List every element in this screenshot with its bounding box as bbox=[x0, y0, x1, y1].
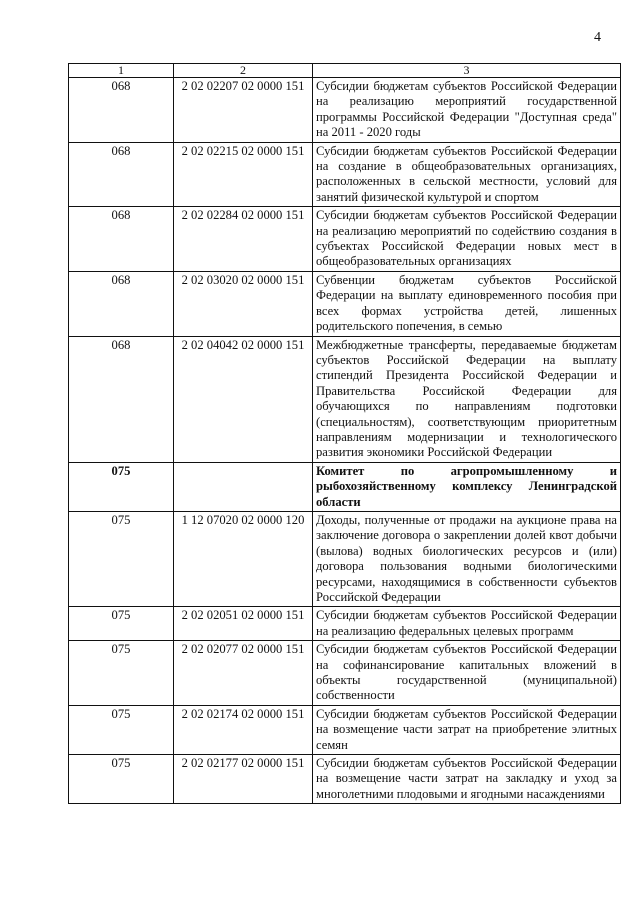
budget-classification-code-cell: 2 02 02174 02 0000 151 bbox=[174, 705, 313, 754]
table-row bbox=[69, 641, 621, 706]
admin-code-cell: 075 bbox=[69, 641, 174, 706]
page-number: 4 bbox=[594, 30, 601, 45]
section-title-cell: Комитет по агропромышленному и рыбохозяйственному комплексу Ленинградской области bbox=[313, 462, 621, 511]
budget-classification-code-cell: 2 02 02284 02 0000 151 bbox=[174, 207, 313, 272]
admin-code-cell: 068 bbox=[69, 142, 174, 207]
description-cell: Субсидии бюджетам субъектов Российской Федерации на создание в общеобразовательных организациях, расположенных в сельской местности, условий для занятий физической культурой и спортом bbox=[313, 142, 621, 207]
column-header-admin-code: 1 bbox=[69, 64, 174, 78]
admin-code-cell: 068 bbox=[69, 271, 174, 336]
table-row bbox=[69, 78, 621, 143]
description-cell: Субсидии бюджетам субъектов Российской Федерации на возмещение части затрат на приобретение элитных семян bbox=[313, 705, 621, 754]
budget-classification-code-cell: 1 12 07020 02 0000 120 bbox=[174, 511, 313, 606]
section-header-row bbox=[69, 462, 621, 511]
table-row bbox=[69, 607, 621, 641]
budget-classification-code-cell bbox=[174, 462, 313, 511]
admin-code-cell: 068 bbox=[69, 78, 174, 143]
section-admin-code-cell: 075 bbox=[69, 462, 174, 511]
column-header-budget-classification-code: 2 bbox=[174, 64, 313, 78]
description-cell: Субсидии бюджетам субъектов Российской Федерации на реализацию мероприятий государственной программы Российской Федерации "Доступная среда" на 2011 - 2020 годы bbox=[313, 78, 621, 143]
budget-classification-code-cell: 2 02 02051 02 0000 151 bbox=[174, 607, 313, 641]
description-cell: Субсидии бюджетам субъектов Российской Федерации на софинансирование капитальных вложений в объекты государственной (муниципальной) собственности bbox=[313, 641, 621, 706]
table-row bbox=[69, 705, 621, 754]
table-row bbox=[69, 271, 621, 336]
admin-code-cell: 068 bbox=[69, 336, 174, 462]
admin-code-cell: 075 bbox=[69, 511, 174, 606]
budget-classification-code-cell: 2 02 02215 02 0000 151 bbox=[174, 142, 313, 207]
table-row bbox=[69, 755, 621, 804]
table-row bbox=[69, 336, 621, 462]
table-header-row bbox=[69, 64, 621, 78]
description-cell: Субсидии бюджетам субъектов Российской Федерации на реализацию федеральных целевых программ bbox=[313, 607, 621, 641]
description-cell: Субсидии бюджетам субъектов Российской Федерации на возмещение части затрат на закладку и уход за многолетними плодовыми и ягодными насаждениями bbox=[313, 755, 621, 804]
budget-classification-code-cell: 2 02 02207 02 0000 151 bbox=[174, 78, 313, 143]
table-row bbox=[69, 142, 621, 207]
admin-code-cell: 068 bbox=[69, 207, 174, 272]
description-cell: Межбюджетные трансферты, передаваемые бюджетам субъектов Российской Федерации на выплату стипендий Президента Российской Федерации и Правительства Российской Федерации для обучающихся по направлениям подготовки (специальностям), соответствующим приоритетным направлениям модернизации и технологического развития экономики Российской Федерации bbox=[313, 336, 621, 462]
budget-revenue-table bbox=[68, 63, 621, 804]
table-row bbox=[69, 207, 621, 272]
admin-code-cell: 075 bbox=[69, 755, 174, 804]
admin-code-cell: 075 bbox=[69, 705, 174, 754]
admin-code-cell: 075 bbox=[69, 607, 174, 641]
budget-classification-code-cell: 2 02 03020 02 0000 151 bbox=[174, 271, 313, 336]
column-header-description: 3 bbox=[313, 64, 621, 78]
table-row bbox=[69, 511, 621, 606]
description-cell: Субвенции бюджетам субъектов Российской Федерации на выплату единовременного пособия при всех формах устройства детей, лишенных родительского попечения, в семью bbox=[313, 271, 621, 336]
budget-classification-code-cell: 2 02 04042 02 0000 151 bbox=[174, 336, 313, 462]
budget-classification-code-cell: 2 02 02077 02 0000 151 bbox=[174, 641, 313, 706]
description-cell: Доходы, полученные от продажи на аукционе права на заключение договора о закреплении долей квот добычи (вылова) водных биологических ресурсов и (или) договора пользования водными биологическими ресурсами, находящимися в собственности субъектов Российской Федерации bbox=[313, 511, 621, 606]
description-cell: Субсидии бюджетам субъектов Российской Федерации на реализацию мероприятий по содействию создания в субъектах Российской Федерации новых мест в общеобразовательных организациях bbox=[313, 207, 621, 272]
budget-classification-code-cell: 2 02 02177 02 0000 151 bbox=[174, 755, 313, 804]
